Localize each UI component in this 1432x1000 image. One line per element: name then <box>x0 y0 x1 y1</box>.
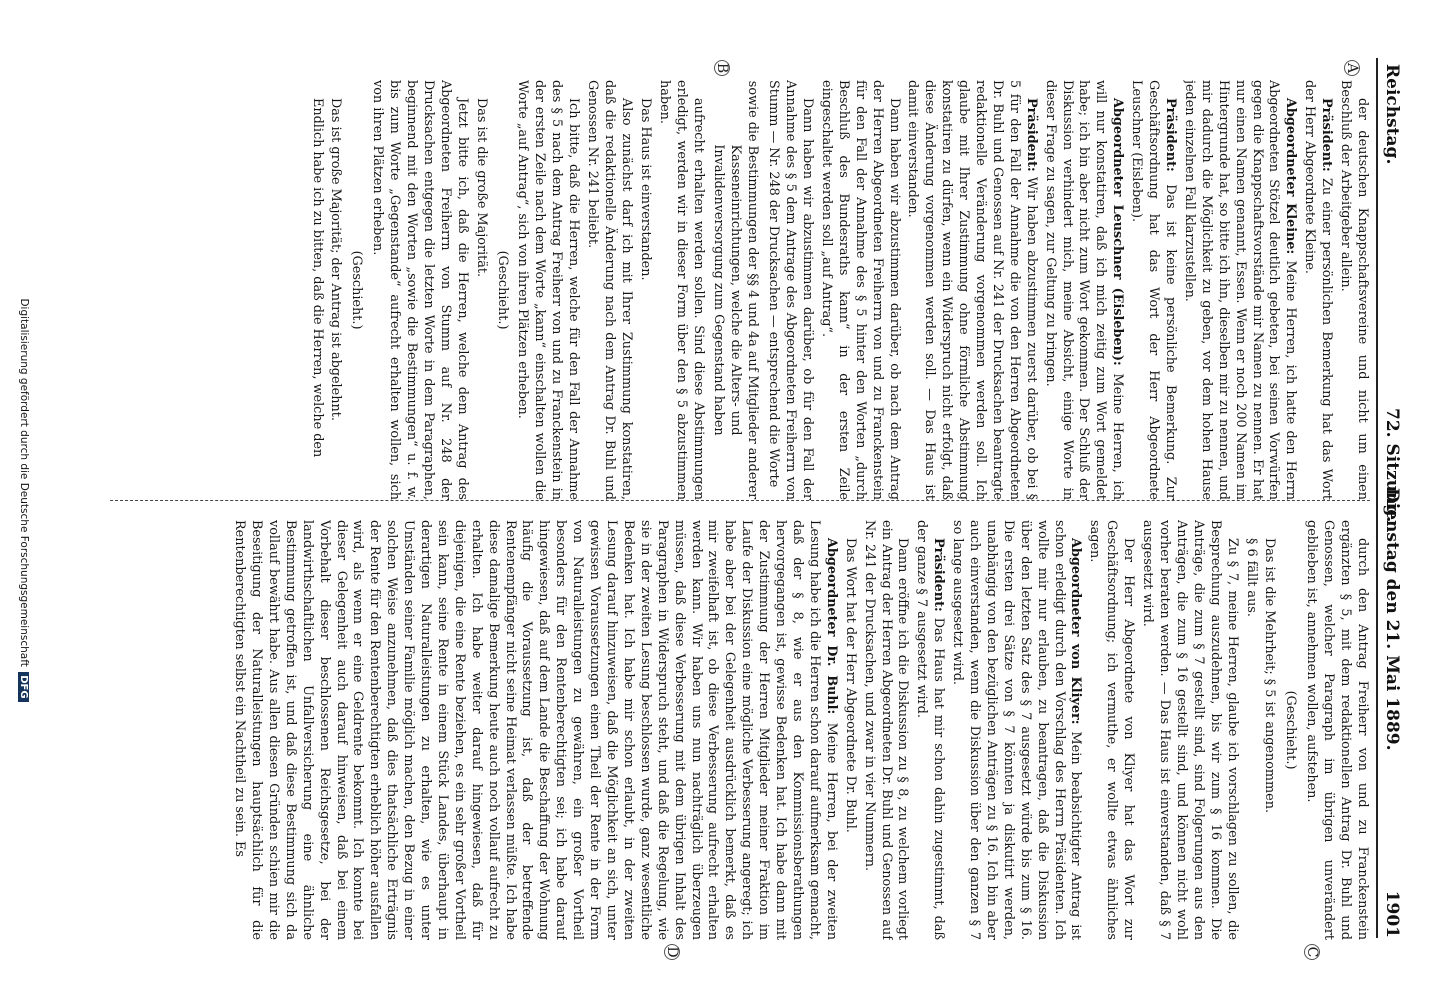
header-page-number: 1901 <box>1382 890 1402 938</box>
paragraph-text: § 6 fällt aus. <box>1243 538 1259 617</box>
column-divider <box>110 500 1370 502</box>
margin-marker-d: D <box>664 944 680 960</box>
speech-text: Wir haben abzustimmen zuerst darüber, ob bei § 5 für den Fall der Annahme die von den Herren Abgeordneten Dr. Buhl und Genossen auf Nr. 241 der Drucksachen beantragte redaktionelle Veränderung vorgenommen werden soll. Ich glaube mit Ihrer Zustimmung ohne förmliche Abstimmung konstatiren zu dürfen, wenn ein Widerspruch nicht erfolgt, daß diese Änderung vorgenommen werden soll. — Das Haus ist damit einverstanden. <box>905 80 1039 500</box>
body-paragraph <box>841 520 858 940</box>
speaker-name: Abgeordneter Kleine: <box>1283 98 1299 255</box>
speech-text: Meine Herren, bei der zweiten Lesung habe ich die Herren schon darauf aufmerksam gemacht, daß der § 8, wie er aus den Kommissionsberathungen hervorgegangen ist, gewisse Bedenken hat. Ich habe dann mit der Zustimmung der Herren Mitglieder meiner Fraktion im Laufe der Diskussion eine mögliche Verbesserung angeregt; ich habe aber bei der Gelegenheit ausdrücklich bemerkt, daß es mir zweifelhaft ist, ob diese Verbesserung aufrecht erhalten werden kann. Wir haben uns nun nachträglich überzeugen müssen, daß diese Verbesserung mit dem übrigen Inhalt des Paragraphen in Widerspruch steht, und daß die Regelung, wie sie in der zweiten Lesung beschlossen wurde, ganz wesentliche Bedenken hat. Ich habe mir schon erlaubt, in der zweiten Lesung darauf hinzuweisen, daß die Möglichkeit an sich, unter gewissen Voraussetzungen einen Theil der Rente in der Form von Naturalleistungen zu gewähren, ein großer Vortheil besonders für den Rentenberechtigten sei; ich habe darauf hingewiesen, daß auf dem Lande die Beschaffung der Wohnung häufig die Voraussetzung ist, daß der betreffende Rentenempfänger nicht seine Heimat verlassen müßte. Ich habe diese damalige Bemerkung heute auch noch vollauf aufrecht zu erhalten. Ich habe weiter darauf hingewiesen, daß für diejenigen, die eine Rente beziehen, es ein sehr großer Vortheil sein kann, seine Rente in einem Stück Landes, überhaupt in derartigen Naturalleistungen zu erhalten, wie es unter Umständen seiner Familie möglich machen, den Bezug in einer solchen Weise anzunehmen, daß dies thatsächliche Erträgnis der Rente für den Rentenberechtigten erheblich höher ausfallen wird, als wenn er eine Geldrente bekommt. Ich konnte bei dieser Gelegenheit auch darauf hinweisen, daß bei einem Vorbehalt dieser beschlossenen Reichsgesetze, bei der landwirthschaftlichen Unfallversicherung eine ähnliche Bestimmung getroffen ist, und daß diese Bestimmung sich da vollauf bewährt habe. Aus allen diesen Gründen schien mir die Beseitigung der Naturalleistungen hauptsächlich für die Rentenberechtigten selbst ein Nachtheil zu sein. Es <box>232 520 839 940</box>
paragraph-text: Dann haben wir abzustimmen darüber, ob für den Fall der Annahme des § 5 dem Antrage des Abgeordneten Freiherrn von Stumm — Nr. 248 der Drucksachen — entsprechend die Worte <box>766 80 815 500</box>
body-paragraph <box>817 80 902 500</box>
header-session: 72. Sitzung. <box>1382 408 1402 523</box>
body-paragraph <box>368 80 469 500</box>
margin-marker-b: B <box>714 60 730 76</box>
dfg-logo: DFG <box>18 672 29 701</box>
speaker-name: Präsident: <box>1023 98 1039 172</box>
body-paragraph <box>655 80 706 500</box>
centered-text: (Geschieht.) <box>1283 690 1299 770</box>
body-paragraph <box>327 80 344 500</box>
paragraph-text: durch den Antrag Freiherr von und zu Franckenstein ergänzten § 5, mit dem redaktionellen Antrag Dr. Buhl und Genossen, welcher Paragraph im übrigen unverändert geblieben ist, annehmen wollen, aufstehen. <box>1304 520 1370 940</box>
speech-paragraph <box>230 520 839 940</box>
header-date: Dienstag den 21. Mai 1889. <box>1382 488 1402 751</box>
centered-text: sowie die Bestimmungen der §§ 4 und 4a auf Mitglieder anderer Kasseneinrichtungen, welche die Alters- und Invalidenversorgung zum Gegenstand haben <box>711 80 761 500</box>
speech-text: Meine Herren, ich hatte den Herrn Abgeordneten Stötzel deutlich gebeten, bei seinen Vorwürfen gegen die Knappschaftsvorstände mir Namen zu nennen. Er hat nur einen Namen genannt, Essen. Wenn er noch 200 Namen im Hintergrunde hat, so bitte ich ihn, dieselben mir zu nennen, und mir dadurch die Möglichkeit zu geben, vor dem hohen Hause jeden einzelnen Fall klarzustellen. <box>1181 80 1299 500</box>
page-footer <box>18 0 30 1000</box>
paragraph-text: Das Haus ist einverstanden. <box>637 98 653 281</box>
speech-paragraph <box>1300 80 1334 500</box>
footer-text: Digitalisierung gefördert durch die Deutsche Forschungsgemeinschaft <box>18 298 30 667</box>
margin-marker-c: C <box>1304 944 1320 960</box>
paragraph-text: Jetzt bitte ich, daß die Herren, welche dem Antrag des Abgeordneten Freiherrn von Stumm auf Nr. 248 der Drucksachen entgegen die letzten Worte in dem Paragraphen, beginnend mit den Worten „sowie die Bestimmungen“ u. f. w. bis zum Worte „Gegenstande“ aufrecht erhalten wollen, sich von ihren Plätzen erheben. <box>370 80 470 500</box>
body-paragraph <box>1086 520 1137 940</box>
speech-text: Das ist keine persönliche Bemerkung. Zur Geschäftsordnung hat das Wort der Herr Abgeordnete Leuschner (Eisleben). <box>1129 80 1179 500</box>
centered-line <box>710 80 761 500</box>
paragraph-text: Also zunächst darf ich mit Ihrer Zustimmung konstatiren, daß die redaktionelle Änderung nach dem Antrag Dr. Buhl und Genossen Nr. 241 beliebt. <box>585 80 634 500</box>
margin-marker-a: A <box>1344 60 1360 76</box>
body-paragraph <box>1336 80 1370 500</box>
paragraph-text: Das Wort hat der Herr Abgeordnete Dr. Buhl. <box>842 538 858 833</box>
speech-paragraph <box>948 520 1083 940</box>
centered-line <box>1281 520 1298 940</box>
centered-line <box>493 80 510 500</box>
paragraph-text: Endlich habe ich zu bitten, daß die Herren, welche den <box>309 98 325 458</box>
speech-paragraph <box>1041 80 1126 500</box>
body-paragraph <box>1242 520 1259 940</box>
speech-paragraph <box>1180 80 1298 500</box>
right-column <box>90 520 1370 940</box>
body-paragraph <box>764 80 815 500</box>
speech-text: Das Haus hat mir schon dahin zugestimmt, daß der ganze § 7 ausgesetzt wird. <box>914 520 947 940</box>
speaker-name: Abgeordneter von Kliyer: <box>1068 538 1084 725</box>
speech-text: Meine Herren, ich will nur konstatiren, daß ich mich zeitig zum Wort gemeldet habe; ich bin aber nicht zum Wort gekommen. Der Schluß der Diskussion verhindert mich, meine Absicht, einige Worte in dieser Frage zu sagen, zur Geltung zu bringen. <box>1042 80 1126 500</box>
body-paragraph <box>472 80 489 500</box>
body-paragraph <box>1261 520 1278 940</box>
speaker-name: Abgeordneter Dr. Buhl: <box>823 538 839 715</box>
speech-text: Mein beabsichtigter Antrag ist schon erledigt durch den Vorschlag des Herrn Präsidenten. Ich wollte mir nur erlauben, zu beantragen, daß die Diskussion über den letzten Satz des § 7 ausgesetzt würde bis zum § 16. Die ersten drei Sätze von § 7 könnten ja diskutirt werden, unabhängig von den bezüglichen Anträgen zu § 16. Ich bin aber auch einverstanden, wenn die Diskussion über den ganzen § 7 so lange ausgesetzt wird. <box>950 520 1084 940</box>
body-paragraph <box>583 80 634 500</box>
page-header <box>1376 58 1406 938</box>
paragraph-text: Zu § 7, meine Herren, glaube ich vorschlagen zu sollen, die Besprechung auszudehnen, bis wir zum § 16 kommen. Die Anträge, die zum § 7 gestellt sind, sind Folgerungen aus den Anträgen, die zum § 16 gestellt sind, und können nicht wohl vorher beraten werden. — Das Haus ist einverstanden, daß § 7 ausgesetzt wird. <box>1140 520 1240 940</box>
paragraph-text: Das ist die große Majorität. <box>473 98 489 278</box>
paragraph-text: aufrecht erhalten werden sollen. Sind diese Abstimmungen erledigt, werden wir in dieser Form über den § 5 abzustimmen haben. <box>656 80 706 500</box>
paragraph-text: Ich bitte, daß die Herren, welche für den Fall der Annahme des § 5 nach dem Antrag Freiherr von und zu Franckenstein in der ersten Zeile nach dem Worte „kann“ einschalten wollen die Worte „auf Antrag“, sich von ihren Plätzen erheben. <box>515 80 582 500</box>
centered-text: (Geschieht.) <box>349 250 365 330</box>
speaker-name: Abgeordneter Leuschner (Eisleben): <box>1110 98 1126 366</box>
body-paragraph <box>860 520 911 940</box>
speech-paragraph <box>904 80 1039 500</box>
paragraph-text: Das ist große Majorität; der Antrag ist abgelehnt. <box>328 98 344 421</box>
left-column <box>90 80 1370 500</box>
speaker-name: Präsident: <box>1319 98 1335 172</box>
header-left: Reichstag. <box>1382 64 1402 165</box>
body-paragraph <box>514 80 582 500</box>
body-paragraph <box>308 80 325 500</box>
paragraph-text: der deutschen Knappschaftsvereine und nicht um einen Beschluß der Arbeitgeber allein. <box>1338 80 1370 500</box>
centered-line <box>347 80 364 500</box>
speaker-name: Präsident: <box>931 538 947 612</box>
centered-text: (Geschieht.) <box>494 250 510 330</box>
paragraph-text: Der Herr Abgeordnete von Kliyer hat das Wort zur Geschäftsordnung; ich vermuthe, er wollte etwas ähnliches sagen. <box>1087 520 1137 940</box>
body-paragraph <box>1138 520 1239 940</box>
body-paragraph <box>1302 520 1370 940</box>
paragraph-text: Das ist die Mehrheit; § 5 ist angenommen. <box>1262 538 1278 814</box>
paragraph-text: Dann eröffne ich die Diskussion zu § 8, zu welchem vorliegt ein Antrag der Herren Abgeordneten Dr. Buhl und Genossen auf Nr. 241 der Drucksachen, und zwar in vier Nummern. <box>861 520 911 940</box>
speech-text: Zu einer persönlichen Bemerkung hat das Wort der Herr Abgeordnete Kleine. <box>1302 80 1335 500</box>
speech-paragraph <box>912 520 946 940</box>
speaker-name: Präsident: <box>1163 98 1179 172</box>
body-paragraph <box>636 80 653 500</box>
speech-paragraph <box>1127 80 1178 500</box>
paragraph-text: Dann haben wir abzustimmen darüber, ob nach dem Antrag der Herren Abgeordneten Freiherrn von und zu Franckenstein für den Fall der Annahme des § 5 hinter den Worten „durch Beschluß des Bundesraths kann“ in der ersten Zeile eingeschaltet werden soll „auf Antrag“. <box>818 80 902 500</box>
